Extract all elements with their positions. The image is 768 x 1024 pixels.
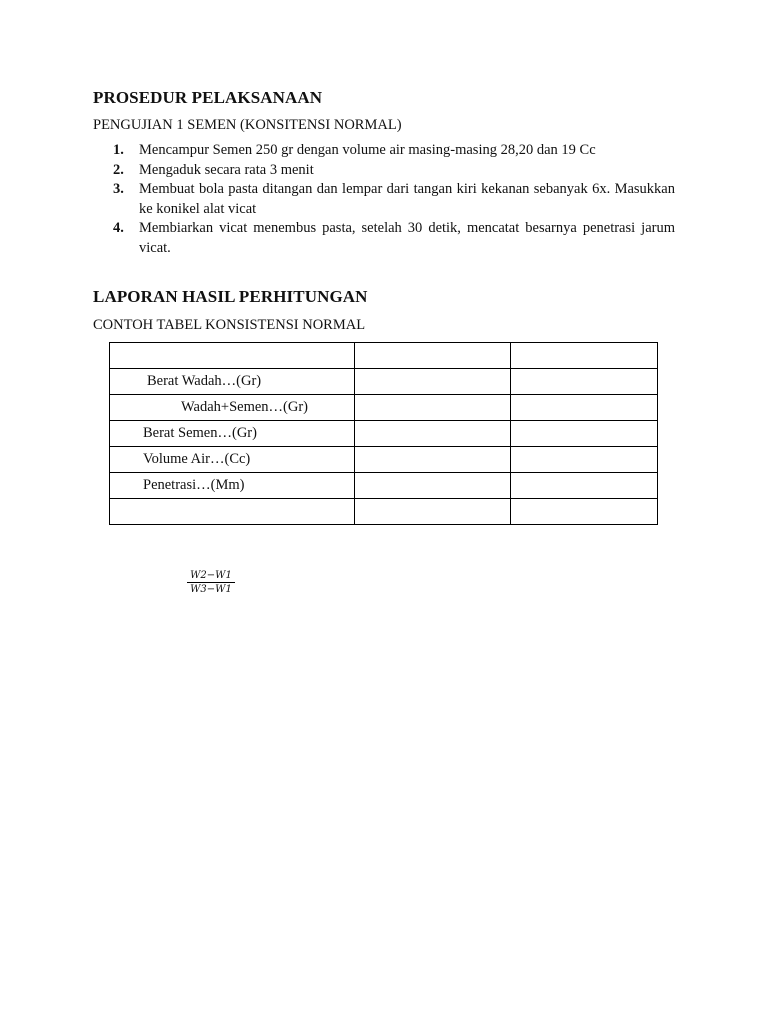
table-row xyxy=(110,369,658,395)
table-cell xyxy=(511,473,658,499)
table-cell xyxy=(355,499,511,525)
formula-numerator: W2−W1 xyxy=(187,570,235,583)
list-item xyxy=(93,141,675,161)
table-cell xyxy=(110,343,355,369)
row-label: Wadah+Semen…(Gr) xyxy=(181,399,308,415)
consistency-table xyxy=(109,342,658,525)
table-cell xyxy=(355,369,511,395)
table-row xyxy=(110,473,658,499)
step-text: Membiarkan vicat menembus pasta, setelah 30 detik, mencatat besarnya penetrasi jarum vicat. xyxy=(139,220,675,256)
report-subheading: CONTOH TABEL KONSISTENSI NORMAL xyxy=(93,317,366,333)
table-row xyxy=(110,395,658,421)
table-cell xyxy=(511,369,658,395)
formula xyxy=(187,570,235,595)
step-number: 1. xyxy=(113,142,124,158)
procedure-heading: PROSEDUR PELAKSANAAN xyxy=(93,88,323,107)
table-cell xyxy=(355,395,511,421)
table-cell xyxy=(511,343,658,369)
row-label: Penetrasi…(Mm) xyxy=(143,477,245,493)
list-item xyxy=(93,180,675,219)
table-cell xyxy=(511,499,658,525)
procedure-subheading: PENGUJIAN 1 SEMEN (KONSITENSI NORMAL) xyxy=(93,117,402,133)
step-number: 4. xyxy=(113,220,124,236)
table-cell xyxy=(355,343,511,369)
row-label: Volume Air…(Cc) xyxy=(143,451,251,467)
table-cell xyxy=(110,499,355,525)
procedure-list xyxy=(93,141,675,258)
table-cell xyxy=(110,447,355,473)
table-row xyxy=(110,499,658,525)
table-cell xyxy=(110,395,355,421)
table-cell xyxy=(355,447,511,473)
list-item xyxy=(93,219,675,258)
step-text: Membuat bola pasta ditangan dan lempar dari tangan kiri kekanan sebanyak 6x. Masukkan ke konikel alat vicat xyxy=(139,181,675,217)
table-cell xyxy=(110,473,355,499)
table-cell xyxy=(511,447,658,473)
table-row xyxy=(110,447,658,473)
row-label: Berat Wadah…(Gr) xyxy=(147,373,262,389)
table-cell xyxy=(355,473,511,499)
table-cell xyxy=(110,369,355,395)
list-item xyxy=(93,161,675,181)
step-text: Mengaduk secara rata 3 menit xyxy=(139,161,314,178)
report-heading: LAPORAN HASIL PERHITUNGAN xyxy=(93,287,368,306)
table-cell xyxy=(511,421,658,447)
formula-denominator: W3−W1 xyxy=(190,584,232,595)
table-cell xyxy=(511,395,658,421)
table-cell xyxy=(110,421,355,447)
step-number: 2. xyxy=(113,161,124,178)
step-number: 3. xyxy=(113,181,124,197)
table-row xyxy=(110,421,658,447)
table-cell xyxy=(355,421,511,447)
table-row xyxy=(110,343,658,369)
row-label: Berat Semen…(Gr) xyxy=(143,425,257,441)
step-text: Mencampur Semen 250 gr dengan volume air masing-masing 28,20 dan 19 Cc xyxy=(139,142,596,158)
